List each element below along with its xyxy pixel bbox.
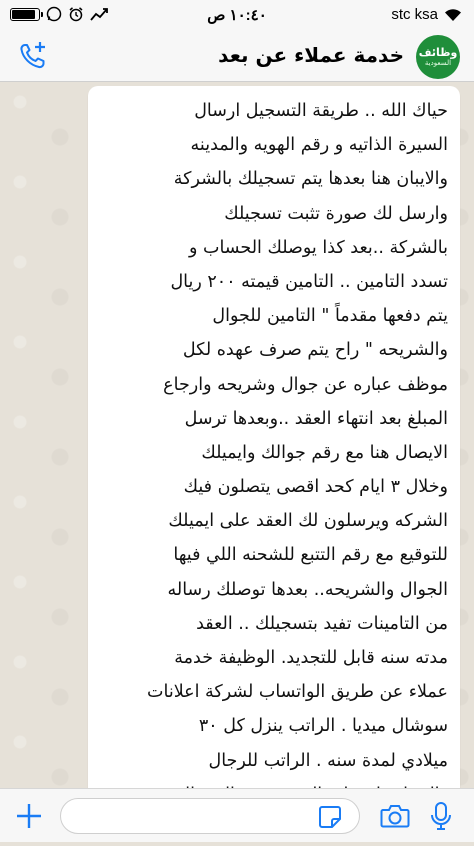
message-line: الجوال والشريحه.. بعدها توصلك رساله bbox=[167, 579, 448, 600]
message-line: والايبان هنا بعدها يتم تسجيلك بالشركة bbox=[173, 169, 448, 190]
message-input[interactable] bbox=[60, 798, 360, 834]
message-line: الايصال هنا مع رقم جوالك وايميلك bbox=[201, 442, 448, 463]
plus-icon[interactable] bbox=[14, 801, 44, 831]
message-line: يتم دفعها مقدماً " التامين للجوال bbox=[212, 306, 448, 327]
message-line: موظف عباره عن جوال وشريحه وارجاع bbox=[163, 374, 448, 395]
message-line: سوشال ميديا . الراتب ينزل كل ٣٠ bbox=[198, 716, 448, 737]
chat-header bbox=[0, 30, 474, 82]
message-line: والشريحه " راح يتم صرف عهده لكل bbox=[182, 340, 448, 361]
status-bar bbox=[0, 0, 474, 30]
input-bar bbox=[0, 788, 474, 842]
wifi-icon bbox=[444, 8, 462, 22]
carrier-label: stc ksa bbox=[391, 6, 438, 23]
avatar-text-sub: السعودية bbox=[424, 59, 452, 67]
chat-title[interactable]: خدمة عملاء عن بعد bbox=[218, 43, 404, 67]
avatar[interactable] bbox=[416, 35, 460, 79]
message-line: حياك الله .. طريقة التسجيل ارسال bbox=[194, 101, 448, 121]
message-line: المبلغ بعد انتهاء العقد ..وبعدها ترسل bbox=[184, 408, 448, 429]
microphone-icon[interactable] bbox=[430, 801, 452, 831]
add-call-icon[interactable] bbox=[16, 39, 50, 73]
message-line: السيرة الذاتيه و رقم الهويه والمدينه bbox=[190, 135, 448, 156]
message-line: وارسل لك صورة تثبت تسجيلك bbox=[224, 203, 448, 224]
message-line: بالشركة ..بعد كذا يوصلك الحساب و bbox=[188, 237, 448, 258]
status-time: ١٠:٤٠ ص bbox=[207, 7, 267, 24]
message-line: من التامينات تفيد بتسجيلك .. العقد bbox=[196, 613, 448, 634]
chat-area[interactable] bbox=[0, 82, 474, 788]
message-line: مدته سنه قابل للتجديد. الوظيفة خدمة bbox=[174, 648, 448, 668]
message-line: للتوقيع مع رقم التتبع للشحنه اللي فيها bbox=[173, 545, 448, 566]
status-right bbox=[391, 6, 462, 23]
message-line: عملاء عن طريق الواتساب لشركة اعلانات bbox=[147, 682, 448, 703]
message-line: الشركه ويرسلون لك العقد على ايميلك bbox=[168, 511, 448, 532]
message-bubble[interactable] bbox=[88, 86, 460, 806]
camera-icon[interactable] bbox=[380, 803, 410, 829]
sticker-icon[interactable] bbox=[318, 805, 342, 829]
message-line: تسدد التامين .. التامين قيمته ٢٠٠ ريال bbox=[170, 271, 448, 292]
avatar-text-main: وظائف bbox=[418, 46, 458, 59]
message-line: وخلال ٣ ايام كحد اقصى يتصلون فيك bbox=[183, 477, 448, 498]
message-line: ميلادي لمدة سنه . الراتب للرجال bbox=[208, 750, 448, 771]
